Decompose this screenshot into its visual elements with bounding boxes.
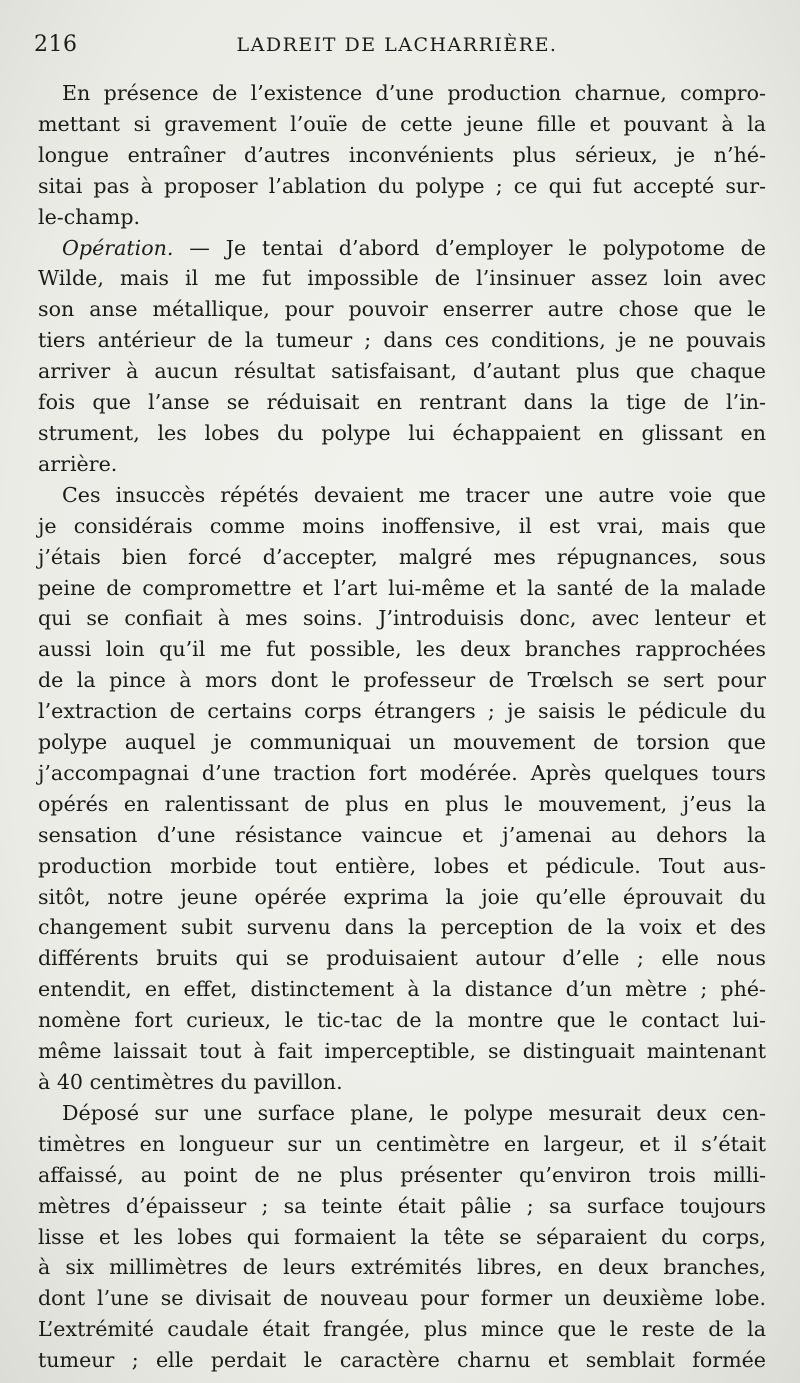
text-line: L’extrémité caudale était frangée, plus mince que le reste de la <box>38 1317 766 1342</box>
text-line: je considérais comme moins inoffensive, il est vrai, mais que <box>38 513 766 538</box>
paragraph-1 <box>38 78 766 233</box>
text-line: mètres d’épaisseur ; sa teinte était pâlie ; sa surface toujours <box>38 1193 766 1218</box>
text-line: sitai pas à proposer l’ablation du polype ; ce qui fut accepté sur- <box>38 173 766 198</box>
paragraph-3 <box>38 480 766 1098</box>
text-line: Ces insuccès répétés devaient me tracer une autre voie que <box>62 482 766 507</box>
text-line: son anse métallique, pour pouvoir enserrer autre chose que le <box>38 297 766 322</box>
text-line: différents bruits qui se produisaient autour d’elle ; elle nous <box>38 946 766 971</box>
text-line: strument, les lobes du polype lui échappaient en glissant en <box>38 420 766 445</box>
text-line: sitôt, notre jeune opérée exprima la joie qu’elle éprouvait du <box>38 884 766 909</box>
text-line: arrière. <box>38 451 118 476</box>
text-line: Déposé sur une surface plane, le polype mesurait deux cen- <box>62 1100 766 1125</box>
text-line: Wilde, mais il me fut impossible de l’insinuer assez loin avec <box>38 266 766 291</box>
text-line <box>38 233 766 264</box>
text-line: à six millimètres de leurs extrémités libres, en deux branches, <box>38 1255 766 1280</box>
text-line: affaissé, au point de ne plus présenter qu’environ trois milli- <box>38 1162 766 1187</box>
text-line: aussi loin qu’il me fut possible, les deux branches rapprochées <box>38 637 766 662</box>
text-line: mettant si gravement l’ouïe de cette jeune fille et pouvant à la <box>38 111 766 136</box>
text-line: tumeur ; elle perdait le caractère charnu et semblait formée <box>38 1348 766 1373</box>
text-line: timètres en longueur sur un centimètre en largeur, et il s’était <box>38 1131 766 1156</box>
text-line: de la pince à mors dont le professeur de Trœlsch se sert pour <box>38 668 766 693</box>
running-head: LADREIT DE LACHARRIÈRE. <box>236 34 558 56</box>
text-line: polype auquel je communiquai un mouvement de torsion que <box>38 730 766 755</box>
text-line-rest: — Je tentai d’abord d’employer le polypotome de <box>173 235 766 260</box>
text-line: qui se confiait à mes soins. J’introduisis donc, avec lenteur et <box>38 606 766 631</box>
text-line: peine de compromettre et l’art lui-même et la santé de la malade <box>38 575 766 600</box>
text-line: opérés en ralentissant de plus en plus le mouvement, j’eus la <box>38 791 766 816</box>
body-text <box>38 78 766 1376</box>
section-lead-italic: Opération. <box>62 235 174 260</box>
text-line: j’accompagnai d’une traction fort modérée. Après quelques tours <box>38 760 766 785</box>
text-line: j’étais bien forcé d’accepter, malgré mes répugnances, sous <box>38 544 766 569</box>
text-line: En présence de l’existence d’une production charnue, compro- <box>62 81 766 105</box>
text-line: arriver à aucun résultat satisfaisant, d’autant plus que chaque <box>38 359 766 384</box>
text-line: à 40 centimètres du pavillon. <box>38 1070 343 1094</box>
text-line: l’extraction de certains corps étrangers ; je saisis le pédicule du <box>38 699 766 724</box>
page-header <box>34 32 760 64</box>
text-line: même laissait tout à fait imperceptible, se distinguait maintenant <box>38 1039 766 1064</box>
text-line: nomène fort curieux, le tic-tac de la montre que le contact lui- <box>38 1008 766 1033</box>
page-number: 216 <box>34 32 78 57</box>
paragraph-2 <box>38 233 766 480</box>
text-line: longue entraîner d’autres inconvénients plus sérieux, je n’hé- <box>38 142 766 167</box>
text-line: dont l’une se divisait de nouveau pour former un deuxième lobe. <box>38 1286 766 1311</box>
text-line: le-champ. <box>38 204 141 229</box>
paragraph-4 <box>38 1098 766 1376</box>
text-line: changement subit survenu dans la perception de la voix et des <box>38 915 766 940</box>
text-line: fois que l’anse se réduisait en rentrant dans la tige de l’in- <box>38 390 766 415</box>
text-line: sensation d’une résistance vaincue et j’amenai au dehors la <box>38 822 766 847</box>
text-line: entendit, en effet, distinctement à la distance d’un mètre ; phé- <box>38 977 766 1002</box>
text-line: production morbide tout entière, lobes et pédicule. Tout aus- <box>38 853 766 878</box>
text-line: lisse et les lobes qui formaient la tête se séparaient du corps, <box>38 1224 766 1249</box>
text-line: tiers antérieur de la tumeur ; dans ces conditions, je ne pouvais <box>38 328 766 353</box>
